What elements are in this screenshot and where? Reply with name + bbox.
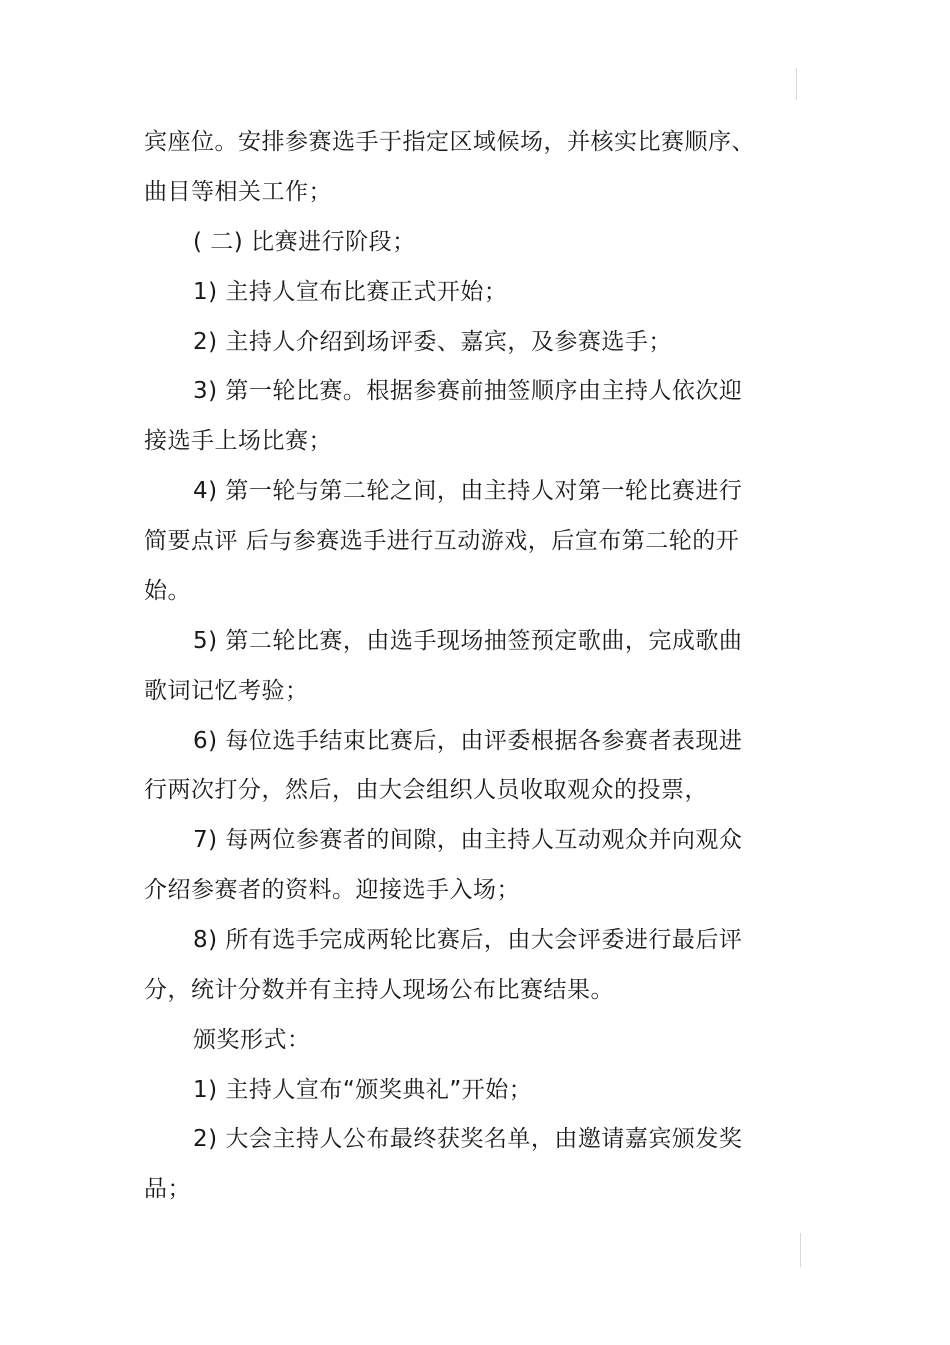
text-line-2: 曲目等相关工作； <box>144 179 332 205</box>
section-heading-awards: 颁奖形式： <box>193 1027 311 1053</box>
margin-mark-bottom <box>800 1233 801 1267</box>
list-item-8-cont: 分，统计分数并有主持人现场公布比赛结果。 <box>144 977 614 1003</box>
list-item-5-cont: 歌词记忆考验； <box>144 678 309 704</box>
award-item-2: 2) 大会主持人公布最终获奖名单，由邀请嘉宾颁发奖 <box>193 1126 743 1152</box>
award-item-2-cont: 品； <box>144 1176 191 1202</box>
list-item-6-cont: 行两次打分，然后，由大会组织人员收取观众的投票， <box>144 777 708 803</box>
list-item-7: 7) 每两位参赛者的间隙，由主持人互动观众并向观众 <box>193 827 743 853</box>
list-item-3-cont: 接选手上场比赛； <box>144 428 332 454</box>
list-item-1: 1) 主持人宣布比赛正式开始； <box>193 279 508 305</box>
text-line-1: 宾座位。安排参赛选手于指定区域候场，并核实比赛顺序、 <box>144 129 755 155</box>
list-item-4-cont-1: 简要点评 后与参赛选手进行互动游戏，后宣布第二轮的开 <box>144 528 740 554</box>
list-item-5: 5) 第二轮比赛，由选手现场抽签预定歌曲，完成歌曲 <box>193 628 743 654</box>
award-item-1: 1) 主持人宣布“颁奖典礼”开始； <box>193 1077 533 1103</box>
list-item-4: 4) 第一轮与第二轮之间，由主持人对第一轮比赛进行 <box>193 478 743 504</box>
list-item-3: 3) 第一轮比赛。根据参赛前抽签顺序由主持人依次迎 <box>193 378 743 404</box>
margin-mark-top <box>796 68 797 100</box>
list-item-2: 2) 主持人介绍到场评委、嘉宾，及参赛选手； <box>193 329 672 355</box>
list-item-4-cont-2: 始。 <box>144 578 191 604</box>
list-item-8: 8) 所有选手完成两轮比赛后，由大会评委进行最后评 <box>193 927 743 953</box>
list-item-6: 6) 每位选手结束比赛后，由评委根据各参赛者表现进 <box>193 728 743 754</box>
section-heading-stage: ( 二) 比赛进行阶段； <box>193 229 416 255</box>
list-item-7-cont: 介绍参赛者的资料。迎接选手入场； <box>144 877 520 903</box>
